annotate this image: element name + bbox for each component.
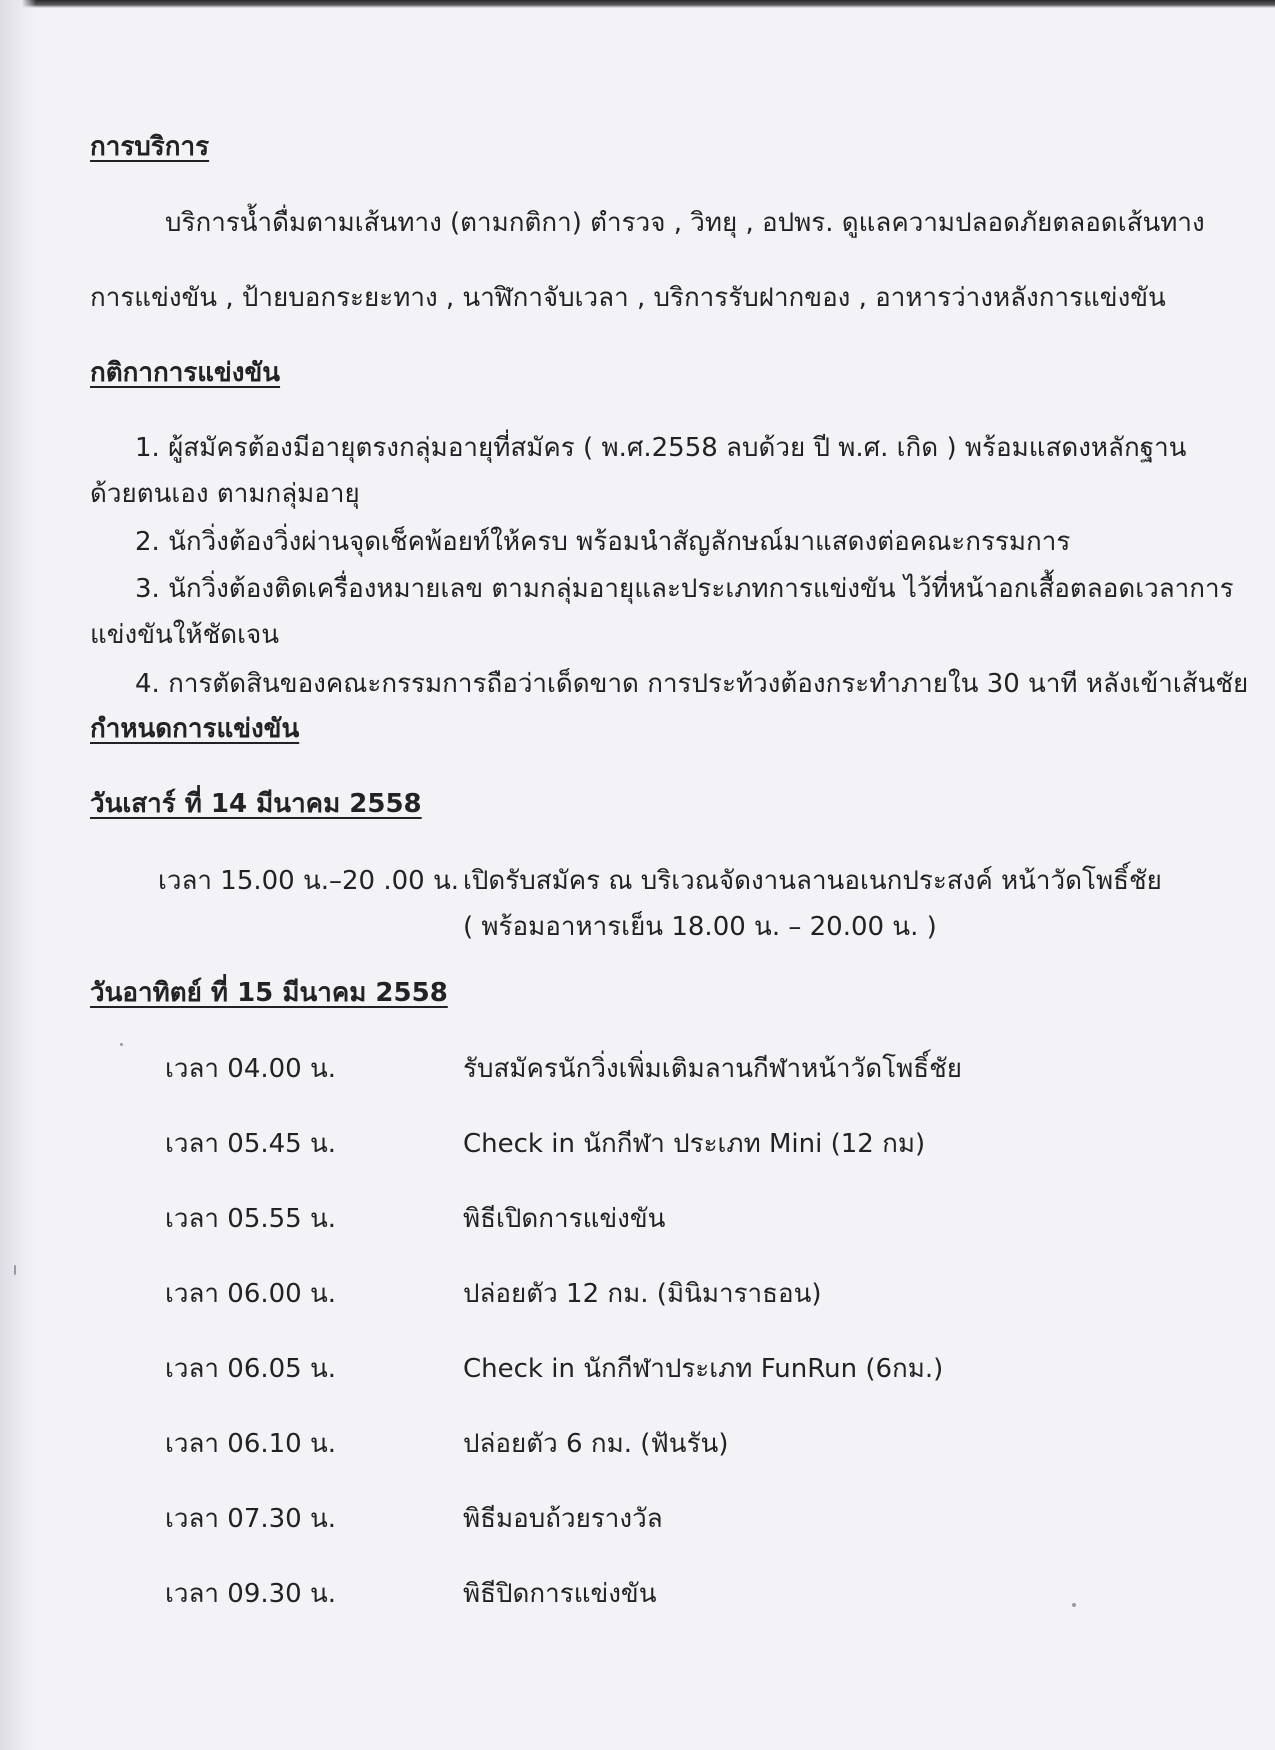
schedule-time: เวลา 06.00 น. — [165, 1279, 337, 1309]
schedule-desc: พิธีมอบถ้วยรางวัล — [463, 1504, 663, 1534]
schedule-desc: รับสมัครนักวิ่งเพิ่มเติมลานกีฬาหน้าวัดโพธิ์ชัย — [463, 1054, 962, 1084]
schedule-time: เวลา 07.30 น. — [165, 1504, 337, 1534]
rule-3-line-2: แข่งขันให้ชัดเจน — [90, 620, 280, 650]
schedule-desc: พิธีเปิดการแข่งขัน — [463, 1204, 666, 1234]
schedule-time: เวลา 05.55 น. — [165, 1204, 337, 1234]
rule-2: 2. นักวิ่งต้องวิ่งผ่านจุดเช็คพ้อยท์ให้ครบ พร้อมนำสัญลักษณ์มาแสดงต่อคณะกรรมการ — [135, 527, 1071, 557]
schedule-time: เวลา 09.30 น. — [165, 1579, 337, 1609]
scan-speck — [120, 1043, 123, 1046]
rule-3-line-1: 3. นักวิ่งต้องติดเครื่องหมายเลข ตามกลุ่มอายุและประเภทการแข่งขัน ไว้ที่หน้าอกเสื้อตลอดเวลาการ — [135, 574, 1234, 604]
schedule-desc: พิธีปิดการแข่งขัน — [463, 1579, 657, 1609]
schedule-desc: Check in นักกีฬาประเภท FunRun (6กม.) — [463, 1354, 944, 1384]
rules-heading: กติกาการแข่งขัน — [90, 358, 281, 388]
schedule-time: เวลา 04.00 น. — [165, 1054, 337, 1084]
services-heading: การบริการ — [90, 132, 210, 162]
schedule-time: เวลา 05.45 น. — [165, 1129, 337, 1159]
rule-1-line-2: ด้วยตนเอง ตามกลุ่มอายุ — [90, 479, 360, 509]
schedule-desc: ปล่อยตัว 6 กม. (ฟันรัน) — [463, 1429, 729, 1459]
rule-1-line-1: 1. ผู้สมัครต้องมีอายุตรงกลุ่มอายุที่สมัคร ( พ.ศ.2558 ลบด้วย ปี พ.ศ. เกิด ) พร้อมแสดงหลักฐาน — [135, 433, 1187, 463]
day1-desc-line-1: เปิดรับสมัคร ณ บริเวณจัดงานลานอเนกประสงค์ หน้าวัดโพธิ์ชัย — [463, 866, 1162, 896]
day2-heading: วันอาทิตย์ ที่ 15 มีนาคม 2558 — [90, 978, 448, 1008]
services-line-2: การแข่งขัน , ป้ายบอกระยะทาง , นาฬิกาจับเวลา , บริการรับฝากของ , อาหารว่างหลังการแข่งขัน — [90, 283, 1166, 313]
scan-speck — [14, 1265, 16, 1275]
rule-4: 4. การตัดสินของคณะกรรมการถือว่าเด็ดขาด การประท้วงต้องกระทำภายใน 30 นาที หลังเข้าเส้นชัย — [135, 669, 1249, 699]
schedule-desc: ปล่อยตัว 12 กม. (มินิมาราธอน) — [463, 1279, 822, 1309]
day1-time: เวลา 15.00 น.–20 .00 น. — [158, 866, 460, 896]
day1-heading: วันเสาร์ ที่ 14 มีนาคม 2558 — [90, 789, 422, 819]
schedule-time: เวลา 06.05 น. — [165, 1354, 337, 1384]
scan-speck — [1072, 1603, 1076, 1607]
schedule-desc: Check in นักกีฬา ประเภท Mini (12 กม) — [463, 1129, 926, 1159]
day1-desc-line-2: ( พร้อมอาหารเย็น 18.00 น. – 20.00 น. ) — [463, 912, 937, 942]
schedule-heading: กำหนดการแข่งขัน — [90, 714, 300, 744]
schedule-time: เวลา 06.10 น. — [165, 1429, 337, 1459]
services-line-1: บริการน้ำดื่มตามเส้นทาง (ตามกติกา) ตำรวจ , วิทยุ , อปพร. ดูแลความปลอดภัยตลอดเส้นทาง — [165, 208, 1205, 238]
